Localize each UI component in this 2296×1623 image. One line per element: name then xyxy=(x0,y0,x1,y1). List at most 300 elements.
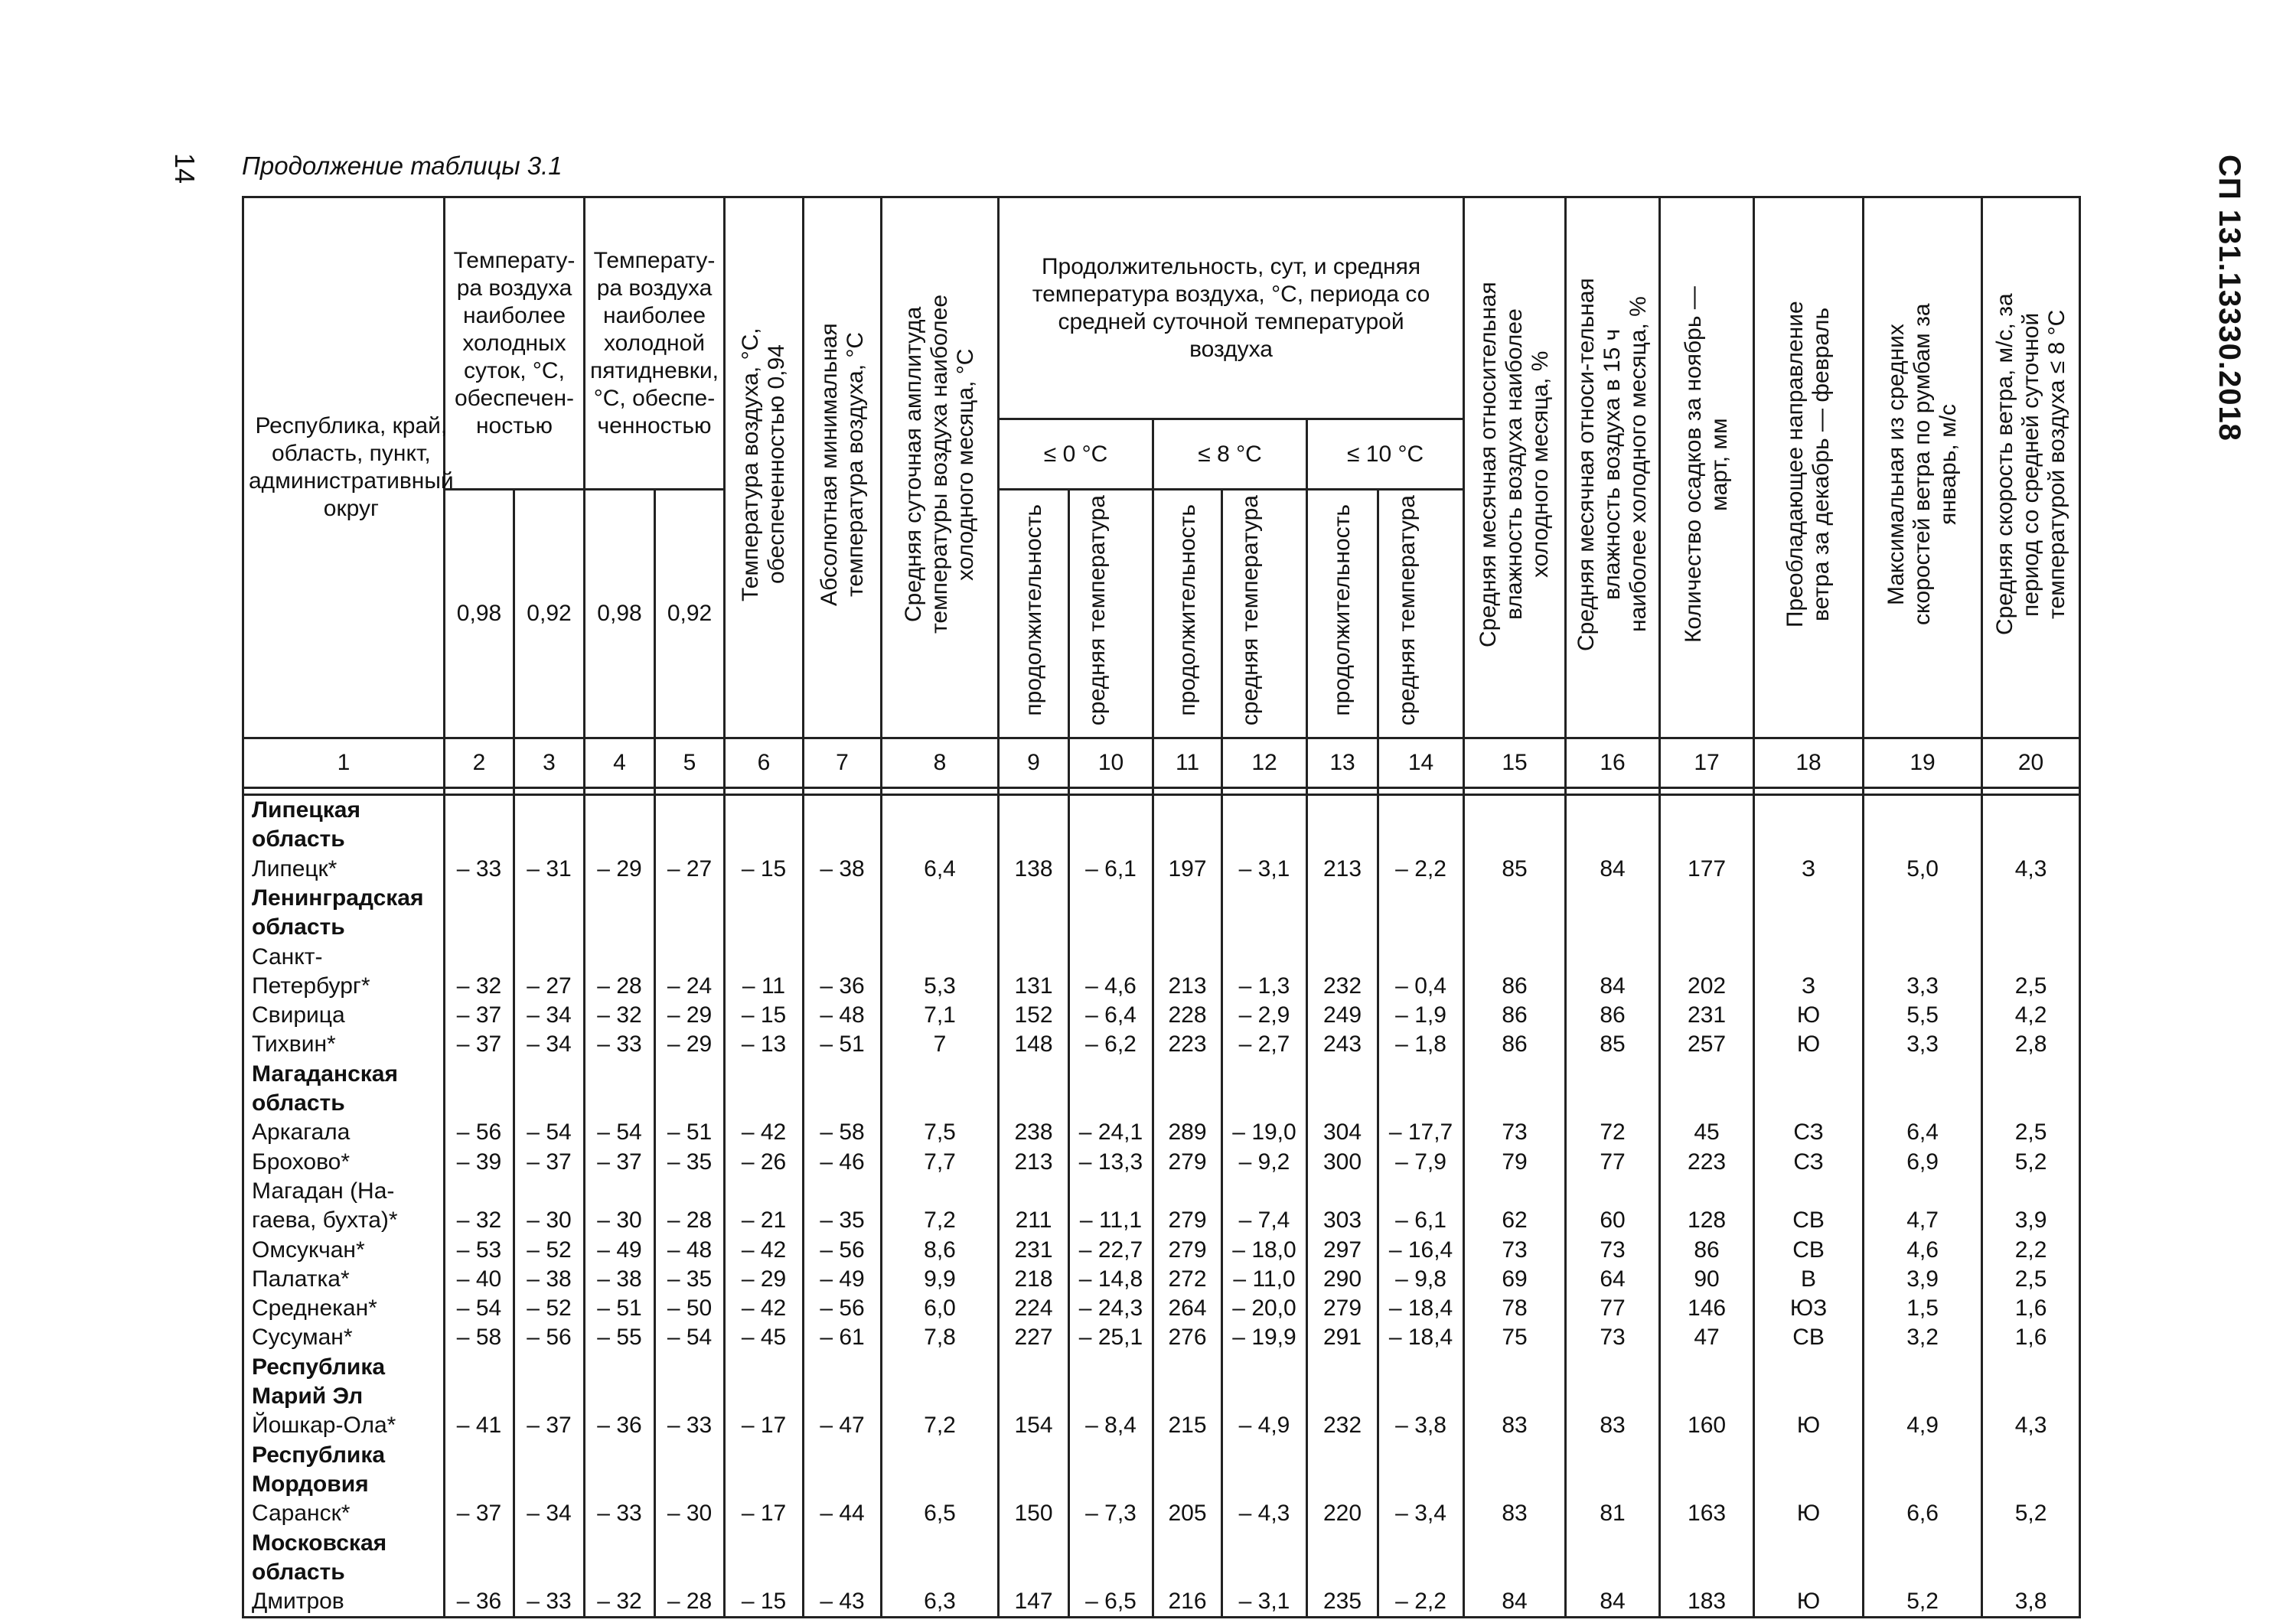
table-cell xyxy=(1864,1089,1981,1118)
table-cell: – 42 xyxy=(741,1237,787,1263)
table-cell xyxy=(882,1470,997,1499)
table-cell xyxy=(1983,1177,2079,1206)
table-caption: Продолжение таблицы 3.1 xyxy=(242,152,563,180)
table-cell xyxy=(1661,1177,1753,1206)
table-cell xyxy=(515,1089,583,1118)
table-cell xyxy=(1000,943,1068,972)
table-cell xyxy=(1308,1558,1377,1587)
table-cell xyxy=(1154,1353,1221,1382)
table-cell xyxy=(1379,1529,1463,1558)
table-cell xyxy=(882,913,997,942)
table-cell: – 7,3 xyxy=(1085,1501,1137,1527)
table-cell xyxy=(726,825,802,854)
table-cell xyxy=(1864,913,1981,942)
table-cell xyxy=(1755,796,1862,825)
table-cell xyxy=(1154,1529,1221,1558)
separator-cell xyxy=(804,788,882,795)
table-cell: 85 xyxy=(1502,855,1528,882)
table-cell xyxy=(656,1177,723,1206)
table-cell xyxy=(515,1382,583,1411)
table-cell: – 56 xyxy=(820,1295,865,1322)
table-cell: 6,3 xyxy=(924,1589,956,1615)
table-cell xyxy=(1070,1177,1152,1206)
table-cell xyxy=(515,913,583,942)
table-cell xyxy=(1661,884,1753,913)
table-cell: 5,2 xyxy=(2014,1149,2047,1175)
table-cell: 235 xyxy=(1322,1589,1362,1615)
table-cell: З xyxy=(1802,973,1816,999)
table-cell: 77 xyxy=(1600,1149,1626,1175)
table-cell: 223 xyxy=(1168,1031,1207,1058)
table-cell: – 54 xyxy=(597,1119,642,1146)
region-name: Республика xyxy=(252,1354,386,1380)
data-column-19 xyxy=(1864,795,1982,1618)
table-cell: 62 xyxy=(1502,1207,1528,1234)
table-cell: – 58 xyxy=(820,1119,865,1146)
table-cell: 83 xyxy=(1502,1501,1528,1527)
table-cell: 272 xyxy=(1168,1266,1207,1292)
data-column-5 xyxy=(655,795,725,1618)
table-cell xyxy=(1154,1470,1221,1499)
table-cell xyxy=(1567,1353,1658,1382)
table-cell: – 18,4 xyxy=(1388,1295,1453,1322)
table-cell: – 16,4 xyxy=(1388,1237,1453,1263)
table-cell: 72 xyxy=(1600,1119,1626,1146)
table-cell: СВ xyxy=(1792,1325,1825,1351)
table-cell xyxy=(1465,884,1564,913)
table-cell xyxy=(804,1089,880,1118)
table-cell xyxy=(585,1441,654,1470)
table-cell xyxy=(1983,1353,2079,1382)
table-cell xyxy=(1223,1089,1306,1118)
table-cell xyxy=(585,943,654,972)
table-cell: – 37 xyxy=(597,1149,642,1175)
table-cell xyxy=(726,1353,802,1382)
table-cell xyxy=(1000,1353,1068,1382)
table-cell: 73 xyxy=(1600,1237,1626,1263)
table-cell: 249 xyxy=(1322,1002,1362,1028)
table-cell xyxy=(1983,1470,2079,1499)
table-cell: 220 xyxy=(1322,1501,1362,1527)
table-cell: 183 xyxy=(1688,1589,1727,1615)
table-cell xyxy=(726,1441,802,1470)
table-cell xyxy=(585,1470,654,1499)
table-cell: – 19,0 xyxy=(1232,1119,1296,1146)
table-cell xyxy=(445,1558,513,1587)
table-cell xyxy=(1465,1529,1564,1558)
table-cell xyxy=(1308,825,1377,854)
table-cell: – 46 xyxy=(820,1149,865,1175)
column-numbers-row xyxy=(243,738,2080,788)
region-name: Липецкая xyxy=(252,797,360,823)
table-cell: – 24,3 xyxy=(1078,1295,1143,1322)
table-cell: 205 xyxy=(1168,1501,1207,1527)
table-cell: – 3,4 xyxy=(1395,1501,1446,1527)
table-cell xyxy=(1755,1470,1862,1499)
table-cell: Ю xyxy=(1796,1589,1821,1615)
table-cell xyxy=(585,796,654,825)
table-cell: – 39 xyxy=(456,1149,502,1175)
data-column-15 xyxy=(1464,795,1566,1618)
table-cell xyxy=(726,1060,802,1089)
table-cell xyxy=(1567,1382,1658,1411)
table-cell xyxy=(445,1353,513,1382)
table-cell xyxy=(445,1060,513,1089)
table-cell xyxy=(1070,884,1152,913)
table-cell: 7,2 xyxy=(924,1413,956,1439)
column-number: 11 xyxy=(1153,738,1222,788)
table-cell xyxy=(804,1177,880,1206)
column-number: 5 xyxy=(655,738,725,788)
table-cell: 231 xyxy=(1014,1237,1053,1263)
table-cell: 279 xyxy=(1322,1295,1362,1322)
table-cell: 6,4 xyxy=(924,855,956,882)
table-cell xyxy=(656,884,723,913)
table-cell xyxy=(1755,884,1862,913)
table-cell xyxy=(882,1177,997,1206)
column-number: 9 xyxy=(999,738,1069,788)
header-separator xyxy=(243,788,2080,795)
table-cell xyxy=(1755,1382,1862,1411)
header-max-wind: Максимальная из средних скоростей ветра по румбам за январь, м/с xyxy=(1864,197,1982,738)
table-cell: 276 xyxy=(1168,1325,1207,1351)
table-cell xyxy=(1864,1382,1981,1411)
station-name: Среднекан* xyxy=(252,1295,377,1322)
table-cell: 232 xyxy=(1322,1413,1362,1439)
table-cell: В xyxy=(1801,1266,1817,1292)
table-cell: – 53 xyxy=(456,1237,502,1263)
region-name: Московская xyxy=(252,1530,387,1556)
table-cell: – 50 xyxy=(667,1295,713,1322)
table-cell xyxy=(1567,884,1658,913)
table-cell: 6,4 xyxy=(1906,1119,1939,1146)
table-cell xyxy=(1864,796,1981,825)
table-cell xyxy=(1983,943,2079,972)
header-abs-min: Абсолютная минимальная температура воздуха, °С xyxy=(804,197,882,738)
table-cell: 86 xyxy=(1600,1002,1626,1028)
header-period-group: Продолжительность, сут, и средняя температура воздуха, °С, периода со средней суточной температурой воздуха xyxy=(999,197,1464,419)
table-cell: – 6,2 xyxy=(1085,1031,1137,1058)
table-cell: 291 xyxy=(1322,1325,1362,1351)
table-cell: 218 xyxy=(1014,1266,1053,1292)
table-cell xyxy=(1864,884,1981,913)
table-cell xyxy=(1070,1353,1152,1382)
table-cell xyxy=(1000,1558,1068,1587)
table-cell: 86 xyxy=(1502,1031,1528,1058)
table-cell xyxy=(1000,1529,1068,1558)
table-cell xyxy=(1755,943,1862,972)
table-cell: – 54 xyxy=(456,1295,502,1322)
header-daily-amplitude: Средняя суточная амплитуда температуры воздуха наиболее холодного месяца, °С xyxy=(882,197,999,738)
table-cell: 9,9 xyxy=(924,1266,956,1292)
separator-cell xyxy=(243,788,445,795)
header-duration: продолжительность xyxy=(999,490,1069,738)
table-cell xyxy=(1983,1089,2079,1118)
table-cell: – 7,9 xyxy=(1395,1149,1446,1175)
table-cell: – 31 xyxy=(527,855,572,882)
table-cell xyxy=(656,1470,723,1499)
table-cell xyxy=(1567,1089,1658,1118)
table-cell: – 36 xyxy=(456,1589,502,1615)
table-cell: – 18,4 xyxy=(1388,1325,1453,1351)
table-cell xyxy=(1308,913,1377,942)
table-cell: 73 xyxy=(1502,1237,1528,1263)
table-cell: – 29 xyxy=(597,855,642,882)
table-cell: 238 xyxy=(1014,1119,1053,1146)
table-cell: – 32 xyxy=(456,973,502,999)
table-cell: – 17 xyxy=(741,1501,787,1527)
table-cell: 227 xyxy=(1014,1325,1053,1351)
table-cell: 211 xyxy=(1015,1207,1052,1234)
table-cell xyxy=(726,943,802,972)
table-cell: – 20,0 xyxy=(1232,1295,1296,1322)
table-cell xyxy=(1154,884,1221,913)
table-cell xyxy=(1308,1177,1377,1206)
column-number: 3 xyxy=(514,738,585,788)
table-cell: 78 xyxy=(1502,1295,1528,1322)
table-cell: 257 xyxy=(1688,1031,1727,1058)
table-cell xyxy=(656,796,723,825)
table-cell xyxy=(1000,1089,1068,1118)
table-cell: – 2,2 xyxy=(1395,1589,1446,1615)
table-cell xyxy=(1223,1529,1306,1558)
table-cell: СВ xyxy=(1792,1207,1825,1234)
table-cell xyxy=(1070,943,1152,972)
table-cell: – 34 xyxy=(527,1031,572,1058)
table-cell: 154 xyxy=(1014,1413,1053,1439)
table-cell xyxy=(1000,1441,1068,1470)
table-cell: 223 xyxy=(1688,1149,1727,1175)
table-cell: – 27 xyxy=(527,973,572,999)
table-cell xyxy=(726,1470,802,1499)
table-cell: – 48 xyxy=(667,1237,713,1263)
table-cell: 148 xyxy=(1014,1031,1053,1058)
region-name: Магаданская xyxy=(252,1061,398,1087)
column-number: 2 xyxy=(445,738,514,788)
table-cell xyxy=(585,1382,654,1411)
table-cell xyxy=(1308,1060,1377,1089)
table-cell: 7,5 xyxy=(924,1119,956,1146)
region-name: Мордовия xyxy=(252,1471,369,1497)
table-cell: 86 xyxy=(1502,1002,1528,1028)
table-cell xyxy=(1465,1089,1564,1118)
table-cell xyxy=(1983,1060,2079,1089)
separator-cell xyxy=(1464,788,1566,795)
table-cell: 2,8 xyxy=(2014,1031,2047,1058)
data-column-16 xyxy=(1566,795,1660,1618)
table-cell: 243 xyxy=(1322,1031,1362,1058)
table-cell xyxy=(1154,1060,1221,1089)
table-cell xyxy=(445,825,513,854)
table-cell: – 33 xyxy=(597,1501,642,1527)
table-cell: 6,6 xyxy=(1906,1501,1939,1527)
station-name: Омсукчан* xyxy=(252,1237,365,1263)
table-cell xyxy=(515,1558,583,1587)
table-cell: – 11,0 xyxy=(1233,1266,1296,1292)
table-cell: 84 xyxy=(1502,1589,1528,1615)
table-cell xyxy=(1567,1529,1658,1558)
separator-cell xyxy=(1069,788,1153,795)
table-cell xyxy=(1308,1441,1377,1470)
data-column-2 xyxy=(445,795,514,1618)
table-cell xyxy=(882,1441,997,1470)
station-name: Липецк* xyxy=(252,855,338,882)
table-cell xyxy=(1567,1060,1658,1089)
table-cell xyxy=(585,1558,654,1587)
table-cell: 300 xyxy=(1322,1149,1362,1175)
table-cell: 228 xyxy=(1168,1002,1207,1028)
table-cell xyxy=(1000,1060,1068,1089)
separator-cell xyxy=(585,788,655,795)
table-cell xyxy=(1154,796,1221,825)
table-cell xyxy=(1070,825,1152,854)
table-cell xyxy=(585,1353,654,1382)
table-cell xyxy=(882,943,997,972)
table-cell: – 48 xyxy=(820,1002,865,1028)
table-cell: 4,6 xyxy=(1906,1237,1939,1263)
data-column-12 xyxy=(1222,795,1307,1618)
table-cell: – 40 xyxy=(456,1266,502,1292)
table-cell: – 51 xyxy=(820,1031,865,1058)
table-cell: – 17,7 xyxy=(1388,1119,1453,1146)
table-cell xyxy=(1223,1382,1306,1411)
table-cell xyxy=(515,1470,583,1499)
station-name: Йошкар-Ола* xyxy=(252,1413,396,1439)
table-cell xyxy=(1379,1441,1463,1470)
table-cell xyxy=(1465,1060,1564,1089)
document-code: СП 131.13330.2018 xyxy=(2213,155,2246,442)
table-cell xyxy=(882,884,997,913)
header-p098: 0,98 xyxy=(585,490,655,738)
table-cell: 64 xyxy=(1600,1266,1626,1292)
table-cell xyxy=(1755,1441,1862,1470)
table-cell xyxy=(585,1529,654,1558)
region-name: Республика xyxy=(252,1442,386,1468)
table-cell xyxy=(1864,1177,1981,1206)
table-cell xyxy=(726,1529,802,1558)
table-cell: 289 xyxy=(1168,1119,1207,1146)
table-cell xyxy=(1567,1558,1658,1587)
table-cell: – 37 xyxy=(456,1002,502,1028)
column-number: 20 xyxy=(1982,738,2080,788)
table-cell: – 4,6 xyxy=(1085,973,1137,999)
table-cell: – 21 xyxy=(741,1207,787,1234)
table-cell xyxy=(1465,1382,1564,1411)
table-cell: 2,5 xyxy=(2014,973,2047,999)
table-cell: 7,7 xyxy=(924,1149,956,1175)
table-cell xyxy=(1223,1060,1306,1089)
table-cell xyxy=(1070,1382,1152,1411)
table-cell: 279 xyxy=(1168,1207,1207,1234)
separator-cell xyxy=(1307,788,1378,795)
table-cell: 77 xyxy=(1600,1295,1626,1322)
table-cell: – 24 xyxy=(667,973,713,999)
table-cell: – 56 xyxy=(527,1325,572,1351)
data-column-4 xyxy=(585,795,655,1618)
table-cell: 163 xyxy=(1688,1501,1727,1527)
table-cell xyxy=(445,796,513,825)
table-cell: – 2,7 xyxy=(1238,1031,1290,1058)
table-cell: З xyxy=(1802,855,1816,882)
column-number: 19 xyxy=(1864,738,1982,788)
table-cell: – 6,5 xyxy=(1085,1589,1137,1615)
table-cell: – 4,3 xyxy=(1238,1501,1290,1527)
table-cell: – 28 xyxy=(667,1207,713,1234)
table-cell: 2,5 xyxy=(2014,1119,2047,1146)
table-cell: – 30 xyxy=(667,1501,713,1527)
region-name: Ленинградская xyxy=(252,885,424,911)
table-cell: 215 xyxy=(1168,1413,1207,1439)
table-cell xyxy=(1154,1382,1221,1411)
table-cell xyxy=(1070,1529,1152,1558)
table-cell xyxy=(1223,943,1306,972)
table-cell: – 38 xyxy=(527,1266,572,1292)
table-cell xyxy=(656,913,723,942)
table-cell xyxy=(726,1177,802,1206)
table-cell: 2,2 xyxy=(2014,1237,2047,1263)
table-cell: 177 xyxy=(1688,855,1727,882)
table-cell xyxy=(1070,1558,1152,1587)
station-name: Санкт- xyxy=(252,943,323,970)
column-number: 14 xyxy=(1378,738,1464,788)
data-column-10 xyxy=(1069,795,1153,1618)
table-cell: 6,5 xyxy=(924,1501,956,1527)
table-cell xyxy=(726,1089,802,1118)
table-cell: СЗ xyxy=(1793,1149,1824,1175)
table-cell xyxy=(1000,825,1068,854)
table-cell xyxy=(1567,825,1658,854)
table-cell xyxy=(1308,1382,1377,1411)
table-cell xyxy=(656,1558,723,1587)
table-cell xyxy=(804,1470,880,1499)
table-cell xyxy=(1308,1470,1377,1499)
table-cell xyxy=(1070,913,1152,942)
region-column xyxy=(243,795,445,1618)
table-cell: – 0,4 xyxy=(1395,973,1446,999)
table-cell: – 28 xyxy=(597,973,642,999)
table-cell xyxy=(1465,796,1564,825)
table-cell xyxy=(1864,1558,1981,1587)
header-duration: продолжительность xyxy=(1153,490,1222,738)
table-cell xyxy=(1379,1353,1463,1382)
table-cell xyxy=(1154,1441,1221,1470)
table-cell: – 33 xyxy=(527,1589,572,1615)
table-cell: – 9,2 xyxy=(1238,1149,1290,1175)
table-cell: Ю xyxy=(1796,1031,1821,1058)
table-cell xyxy=(585,1060,654,1089)
column-number: 17 xyxy=(1660,738,1754,788)
separator-cell xyxy=(882,788,999,795)
table-cell: – 1,3 xyxy=(1238,973,1290,999)
table-cell xyxy=(1567,913,1658,942)
table-cell xyxy=(1983,1529,2079,1558)
table-cell xyxy=(1223,1177,1306,1206)
table-cell xyxy=(804,1441,880,1470)
table-cell xyxy=(882,1382,997,1411)
table-cell xyxy=(1465,825,1564,854)
table-cell xyxy=(1000,1382,1068,1411)
table-cell: Ю xyxy=(1796,1002,1821,1028)
header-coldest-day: Температу-ра воздуха наиболее холодных суток, °С, обеспечен-ностью xyxy=(445,197,585,490)
header-temp-094: Температура воздуха, °С, обеспеченностью 0,94 xyxy=(725,197,804,738)
table-cell xyxy=(1379,1382,1463,1411)
table-cell xyxy=(1661,1529,1753,1558)
station-name: Тихвин* xyxy=(252,1031,336,1058)
table-cell xyxy=(1567,943,1658,972)
table-cell: – 51 xyxy=(597,1295,642,1322)
table-cell xyxy=(515,1529,583,1558)
data-column-18 xyxy=(1754,795,1864,1618)
